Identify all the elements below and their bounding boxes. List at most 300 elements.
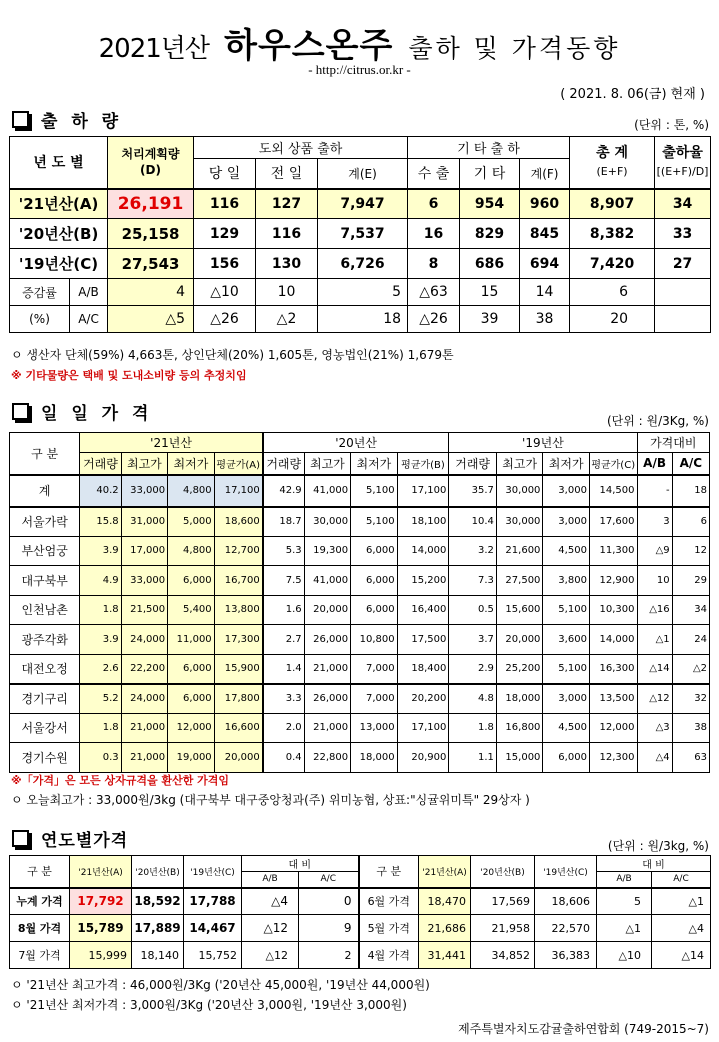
cell: 8 (408, 249, 460, 279)
cell: 15,600 (496, 595, 543, 625)
cell: 0.4 (263, 743, 304, 773)
col-hi: 최고가 (121, 453, 168, 475)
cell: 26,000 (304, 684, 351, 714)
cell: 0.5 (449, 595, 497, 625)
diff-ab: A/B (70, 279, 108, 306)
cell: 15.8 (80, 507, 121, 537)
cell: 2.0 (263, 713, 304, 743)
col-cmp: 대 비 (242, 856, 359, 872)
col-y21: '21년산 (80, 433, 263, 453)
cell: - (637, 475, 672, 507)
col-gu: 구 분 (10, 433, 80, 475)
table-row (10, 306, 711, 333)
cell (655, 306, 711, 333)
section-shipment-title (10, 107, 122, 132)
cell: 39 (460, 306, 520, 333)
market-name: 대전오정 (10, 654, 80, 684)
cell: 21,000 (304, 713, 351, 743)
cell: 9 (299, 915, 359, 942)
row-label: '19년산(C) (10, 249, 108, 279)
cell: △9 (637, 536, 672, 566)
col-ac: A/C (299, 872, 359, 888)
col-day: 당 일 (194, 159, 256, 189)
col-lo: 최저가 (168, 453, 215, 475)
cell: 15,900 (214, 654, 263, 684)
cell: 6,000 (351, 595, 398, 625)
market-name: 경기구리 (10, 684, 80, 714)
cell: 10,800 (351, 625, 398, 655)
cell: △14 (637, 654, 672, 684)
cell: 18,606 (535, 888, 597, 915)
cell: 5 (318, 279, 408, 306)
row-label: 4월 가격 (359, 942, 419, 969)
col-cmp: 가격대비 (637, 433, 710, 453)
rate-label-2: [(E+F)/D] (656, 164, 709, 178)
col-gu: 구 분 (10, 856, 70, 888)
cell: 36,383 (535, 942, 597, 969)
cell: 16,600 (214, 713, 263, 743)
cell: 18 (672, 475, 709, 507)
section-title-text: 연도별가격 (41, 831, 129, 851)
col-avgB: 평균가(B) (397, 453, 449, 475)
cell: 5 (597, 888, 652, 915)
cell: 20,200 (397, 684, 449, 714)
cell: 6 (672, 507, 709, 537)
checkbox-square-icon (12, 830, 29, 847)
cell: 116 (256, 219, 318, 249)
row-plan: 27,543 (108, 249, 194, 279)
cell: △2 (256, 306, 318, 333)
table-row (10, 279, 711, 306)
market-name: 광주각화 (10, 625, 80, 655)
min-price-note: ㅇ '21년산 최저가격 : 3,000원/3Kg ('20년산 3,000원, '19년산 3,000원) (11, 998, 407, 1012)
today-high-note: ㅇ 오늘최고가 : 33,000원/3kg (대구북부 대구중앙청과(주) 위미농협, 상표:"싱귤위미특" 29상자 ) (11, 793, 530, 807)
table-row (10, 219, 711, 249)
cell: 20,000 (214, 743, 263, 773)
row-plan: 25,158 (108, 219, 194, 249)
cell: 5.3 (263, 536, 304, 566)
table-row (10, 595, 710, 625)
cell: 3 (637, 507, 672, 537)
cell: △5 (108, 306, 194, 333)
table-row (10, 743, 710, 773)
col-lo: 최저가 (543, 453, 590, 475)
total-label: 총 계 (596, 144, 629, 161)
cell: 1.8 (80, 713, 121, 743)
cell: 1.8 (449, 713, 497, 743)
col-vol: 거래량 (80, 453, 121, 475)
col-y20: '20년산(B) (471, 856, 535, 888)
table-row (10, 249, 711, 279)
cell: 3.9 (80, 625, 121, 655)
cell: 41,000 (304, 475, 351, 507)
cell: 10,300 (589, 595, 637, 625)
unit-label: (단위 : 원/3kg, %) (607, 839, 709, 853)
row-label: '21년산(A) (10, 189, 108, 219)
cell: 15,200 (397, 566, 449, 596)
col-vol: 거래량 (263, 453, 304, 475)
cell: 20,900 (397, 743, 449, 773)
col-ac: A/C (672, 453, 709, 475)
cell: 35.7 (449, 475, 497, 507)
table-row (10, 713, 710, 743)
cell: 6,000 (168, 566, 215, 596)
col-avgC: 평균가(C) (589, 453, 637, 475)
col-plan (108, 137, 194, 189)
col-lo: 최저가 (351, 453, 398, 475)
cell: 17,100 (397, 713, 449, 743)
market-name: 대구북부 (10, 566, 80, 596)
cell: 0 (299, 888, 359, 915)
cell: 12,000 (589, 713, 637, 743)
yearly-price-table (9, 855, 711, 969)
footer-org: 제주특별자치도감귤출하연합회 (749-2015~7) (458, 1022, 709, 1036)
cell: 22,800 (304, 743, 351, 773)
cell: 130 (256, 249, 318, 279)
cell: 11,000 (168, 625, 215, 655)
cell: 17,792 (70, 888, 132, 915)
cell: 15,752 (184, 942, 242, 969)
cell: 7,420 (570, 249, 655, 279)
table-row (10, 915, 711, 942)
cell: 17,100 (397, 475, 449, 507)
cell: 12,000 (168, 713, 215, 743)
cell: 6,000 (351, 536, 398, 566)
cell: 13,500 (589, 684, 637, 714)
producer-note: ㅇ 생산자 단체(59%) 4,663톤, 상인단체(20%) 1,605톤, 영농법인(21%) 1,679톤 (11, 348, 454, 362)
cell: 14 (520, 279, 570, 306)
cell: 18,592 (132, 888, 184, 915)
cell: 15,000 (496, 743, 543, 773)
cell: 7.5 (263, 566, 304, 596)
cell: △12 (637, 684, 672, 714)
cell: 18 (318, 306, 408, 333)
cell: 40.2 (80, 475, 121, 507)
cell: 829 (460, 219, 520, 249)
title-main: 하우스온주 (224, 26, 394, 66)
col-gu: 구 분 (359, 856, 419, 888)
cell: 30,000 (304, 507, 351, 537)
market-name: 서울강서 (10, 713, 80, 743)
cell: 12,700 (214, 536, 263, 566)
row-label: 8월 가격 (10, 915, 70, 942)
table-row (10, 536, 710, 566)
title-sub: 출하 및 가격동향 (408, 34, 621, 63)
section-yearly-price-title (10, 826, 128, 851)
cell: 17,600 (589, 507, 637, 537)
row-label: 6월 가격 (359, 888, 419, 915)
cell: 1.1 (449, 743, 497, 773)
cell: 38 (672, 713, 709, 743)
cell: 845 (520, 219, 570, 249)
title-year: 2021년산 (98, 34, 210, 64)
cell: 4,800 (168, 536, 215, 566)
cell: 8,907 (570, 189, 655, 219)
cell: 3.2 (449, 536, 497, 566)
max-price-note: ㅇ '21년산 최고가격 : 46,000원/3Kg ('20년산 45,000원, '19년산 44,000원) (11, 978, 430, 992)
cell: 34 (672, 595, 709, 625)
cell: △12 (242, 942, 299, 969)
col-etc: 기 타 (460, 159, 520, 189)
cell: 25,200 (496, 654, 543, 684)
cell: 38 (520, 306, 570, 333)
cell: 8,382 (570, 219, 655, 249)
table-row (10, 507, 710, 537)
col-y20: '20년산 (263, 433, 449, 453)
page-title (0, 18, 719, 67)
section-daily-price-title (10, 399, 152, 424)
market-name: 서울가락 (10, 507, 80, 537)
cell: △26 (194, 306, 256, 333)
checkbox-square-icon (12, 111, 29, 128)
cell: △1 (637, 625, 672, 655)
col-export: 수 출 (408, 159, 460, 189)
cell: 129 (194, 219, 256, 249)
cell: 12,300 (589, 743, 637, 773)
cell: 27 (655, 249, 711, 279)
cell: 1.6 (263, 595, 304, 625)
cell: 10 (637, 566, 672, 596)
cell: 11,300 (589, 536, 637, 566)
cell: 29 (672, 566, 709, 596)
cell: 6,000 (543, 743, 590, 773)
cell: 63 (672, 743, 709, 773)
cell: 18,600 (214, 507, 263, 537)
cell: 21,958 (471, 915, 535, 942)
cell: 3,600 (543, 625, 590, 655)
market-name: 부산엄궁 (10, 536, 80, 566)
total-label-2: (E+F) (596, 164, 628, 178)
cell: 3.7 (449, 625, 497, 655)
cell: 17,300 (214, 625, 263, 655)
cell: 19,000 (168, 743, 215, 773)
col-avgA: 평균가(A) (214, 453, 263, 475)
cell: 30,000 (496, 475, 543, 507)
cell: 14,000 (589, 625, 637, 655)
cell: 5.2 (80, 684, 121, 714)
cell: 31,441 (419, 942, 471, 969)
cell: 694 (520, 249, 570, 279)
shipment-table (9, 136, 711, 333)
cell: 3,800 (543, 566, 590, 596)
cell: 14,467 (184, 915, 242, 942)
col-y19: '19년산(C) (535, 856, 597, 888)
cell: 17,000 (121, 536, 168, 566)
cell: 14,500 (589, 475, 637, 507)
cell: 17,569 (471, 888, 535, 915)
cell: △14 (652, 942, 711, 969)
cell: 7,000 (351, 684, 398, 714)
cell: 18.7 (263, 507, 304, 537)
cell: △26 (408, 306, 460, 333)
row-label: 누계 가격 (10, 888, 70, 915)
col-vol: 거래량 (449, 453, 497, 475)
cell: 5,100 (543, 595, 590, 625)
cell: 14,000 (397, 536, 449, 566)
cell: 7,000 (351, 654, 398, 684)
col-total (570, 137, 655, 189)
cell: 10 (256, 279, 318, 306)
cell: 17,788 (184, 888, 242, 915)
cell: 30,000 (496, 507, 543, 537)
cell: 6,000 (351, 566, 398, 596)
cell: 42.9 (263, 475, 304, 507)
cell: 116 (194, 189, 256, 219)
daily-price-table (9, 432, 710, 773)
cell: 21,686 (419, 915, 471, 942)
cell: 18,000 (496, 684, 543, 714)
cell: 0.3 (80, 743, 121, 773)
cell: 21,000 (121, 713, 168, 743)
cell: △10 (194, 279, 256, 306)
table-row (10, 566, 710, 596)
cell: 3,000 (543, 475, 590, 507)
col-hi: 최고가 (304, 453, 351, 475)
market-name: 경기수원 (10, 743, 80, 773)
cell: 33,000 (121, 475, 168, 507)
cell: 5,100 (351, 507, 398, 537)
table-row (10, 189, 711, 219)
cell: 19,300 (304, 536, 351, 566)
row-label: '20년산(B) (10, 219, 108, 249)
cell: △63 (408, 279, 460, 306)
cell: 18,000 (351, 743, 398, 773)
cell: 12,900 (589, 566, 637, 596)
plan-label-d: (D) (140, 163, 161, 178)
cell: 33 (655, 219, 711, 249)
cell: 13,800 (214, 595, 263, 625)
cell: 960 (520, 189, 570, 219)
cell: 2.9 (449, 654, 497, 684)
cell: 21,600 (496, 536, 543, 566)
cell: 17,100 (214, 475, 263, 507)
price-note: ※「가격」은 모든 상자규격을 환산한 가격임 (11, 774, 230, 787)
row-label: 7월 가격 (10, 942, 70, 969)
cell: 20 (570, 306, 655, 333)
diff-label: 증감률 (10, 279, 70, 306)
section-title-text: 일 일 가 격 (41, 404, 153, 424)
cell: 34 (655, 189, 711, 219)
unit-label: (단위 : 톤, %) (634, 118, 709, 132)
cell: 24,000 (121, 684, 168, 714)
table-row (10, 684, 710, 714)
cell: 156 (194, 249, 256, 279)
cell: 7.3 (449, 566, 497, 596)
row-plan: 26,191 (108, 189, 194, 219)
cell: 5,000 (168, 507, 215, 537)
cell: 6 (408, 189, 460, 219)
cell: △10 (597, 942, 652, 969)
col-ab: A/B (242, 872, 299, 888)
cell: 16,700 (214, 566, 263, 596)
table-row (10, 475, 710, 507)
cell: 6 (570, 279, 655, 306)
cell: 4 (108, 279, 194, 306)
market-name: 인천남촌 (10, 595, 80, 625)
market-name: 계 (10, 475, 80, 507)
col-y19: '19년산(C) (184, 856, 242, 888)
col-year: 년 도 별 (10, 137, 108, 189)
cell: 16,400 (397, 595, 449, 625)
cell: △1 (597, 915, 652, 942)
col-y19: '19년산 (449, 433, 637, 453)
cell: 41,000 (304, 566, 351, 596)
cell: 15,789 (70, 915, 132, 942)
cell: 18,100 (397, 507, 449, 537)
cell: 26,000 (304, 625, 351, 655)
cell: 6,726 (318, 249, 408, 279)
cell: 24,000 (121, 625, 168, 655)
cell: 15,999 (70, 942, 132, 969)
cell: 3.3 (263, 684, 304, 714)
cell: 4,800 (168, 475, 215, 507)
cell: 5,400 (168, 595, 215, 625)
site-url: - http://citrus.or.kr - (308, 62, 411, 77)
cell: 5,100 (351, 475, 398, 507)
cell: 32 (672, 684, 709, 714)
col-y21: '21년산(A) (70, 856, 132, 888)
table-row (10, 942, 711, 969)
col-ab: A/B (597, 872, 652, 888)
cell: 7,947 (318, 189, 408, 219)
cell: 34,852 (471, 942, 535, 969)
cell: 7,537 (318, 219, 408, 249)
col-y20: '20년산(B) (132, 856, 184, 888)
cell: 22,200 (121, 654, 168, 684)
cell: 17,800 (214, 684, 263, 714)
cell: 21,500 (121, 595, 168, 625)
cell: 4,500 (543, 713, 590, 743)
checkbox-square-icon (12, 403, 29, 420)
cell: 31,000 (121, 507, 168, 537)
col-y21: '21년산(A) (419, 856, 471, 888)
cell: 954 (460, 189, 520, 219)
cell: 10.4 (449, 507, 497, 537)
cell: 6,000 (168, 684, 215, 714)
row-label: 5월 가격 (359, 915, 419, 942)
cell: 4.9 (80, 566, 121, 596)
rate-label: 출하율 (662, 144, 703, 161)
table-row (10, 888, 711, 915)
cell: 20,000 (496, 625, 543, 655)
cell: 4,500 (543, 536, 590, 566)
cell (655, 279, 711, 306)
cell: 3,000 (543, 684, 590, 714)
cell: 16 (408, 219, 460, 249)
plan-label: 처리계획량 (121, 147, 180, 162)
col-cmp: 대 비 (597, 856, 711, 872)
other-note: ※ 기타물량은 택배 및 도내소비량 등의 추정치임 (11, 369, 247, 382)
cell: △12 (242, 915, 299, 942)
cell: 22,570 (535, 915, 597, 942)
cell: 2.7 (263, 625, 304, 655)
cell: 16,300 (589, 654, 637, 684)
unit-label: (단위 : 원/3Kg, %) (606, 414, 709, 428)
col-rate (655, 137, 711, 189)
col-ab: A/B (637, 453, 672, 475)
cell: 33,000 (121, 566, 168, 596)
col-hi: 최고가 (496, 453, 543, 475)
cell: △1 (652, 888, 711, 915)
col-other: 기 타 출 하 (408, 137, 570, 159)
cell: 15 (460, 279, 520, 306)
cell: △16 (637, 595, 672, 625)
cell: 27,500 (496, 566, 543, 596)
cell: 3,000 (543, 507, 590, 537)
cell: 686 (460, 249, 520, 279)
col-domestic: 도외 상품 출하 (194, 137, 408, 159)
cell: 18,140 (132, 942, 184, 969)
